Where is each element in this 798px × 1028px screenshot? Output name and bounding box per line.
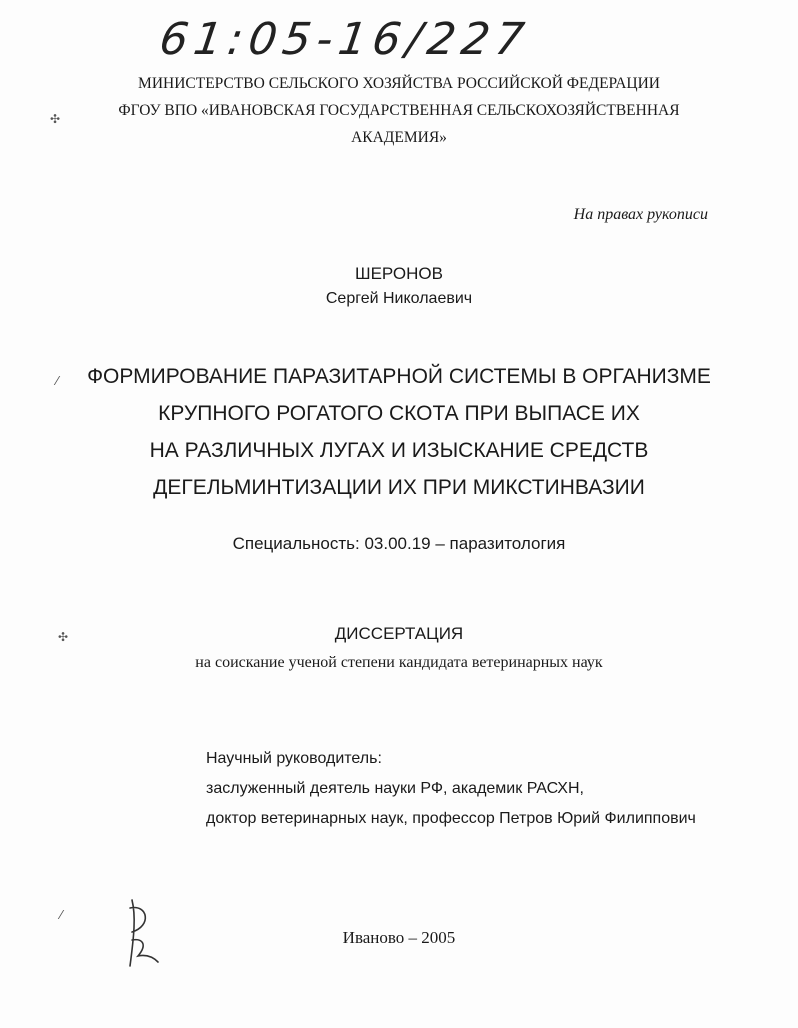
- supervisor-title-line1: заслуженный деятель науки РФ, академик РАСХН,: [206, 780, 584, 797]
- title-line: КРУПНОГО РОГАТОГО СКОТА ПРИ ВЫПАСЕ ИХ: [158, 402, 640, 425]
- ministry-name: МИНИСТЕРСТВО СЕЛЬСКОГО ХОЗЯЙСТВА РОССИЙСКОЙ ФЕДЕРАЦИИ: [138, 75, 660, 92]
- institution-header: [0, 70, 798, 151]
- margin-mark-icon: ⁄: [56, 374, 59, 388]
- margin-mark-icon: ✣: [58, 630, 69, 644]
- signature-icon: [118, 896, 166, 976]
- supervisor-label: Научный руководитель:: [206, 750, 382, 767]
- title-line: ФОРМИРОВАНИЕ ПАРАЗИТАРНОЙ СИСТЕМЫ В ОРГАНИЗМЕ: [87, 365, 711, 388]
- specialty: Специальность: 03.00.19 – паразитология: [232, 534, 566, 553]
- dissertation-subheading: на соискание ученой степени кандидата ветеринарных наук: [195, 654, 603, 671]
- institution-name-line1: ФГОУ ВПО «ИВАНОВСКАЯ ГОСУДАРСТВЕННАЯ СЕЛЬСКОХОЗЯЙСТВЕННАЯ: [118, 102, 680, 119]
- dissertation-title: [0, 358, 798, 506]
- dissertation-heading: ДИССЕРТАЦИЯ: [334, 624, 464, 643]
- margin-mark-icon: ⁄: [60, 908, 63, 922]
- supervisor-title-line2: доктор ветеринарных наук, профессор Петров Юрий Филиппович: [206, 810, 696, 827]
- handwritten-catalog-code: 61:05-16/227: [156, 14, 534, 65]
- author-name: Сергей Николаевич: [325, 290, 473, 307]
- rights-note: На правах рукописи: [573, 206, 708, 223]
- institution-name-line2: АКАДЕМИЯ»: [351, 129, 447, 146]
- margin-mark-icon: ✣: [50, 112, 61, 126]
- title-line: ДЕГЕЛЬМИНТИЗАЦИИ ИХ ПРИ МИКСТИНВАЗИИ: [153, 476, 645, 499]
- author-surname: ШЕРОНОВ: [355, 264, 443, 283]
- supervisor-block: [206, 744, 696, 834]
- title-line: НА РАЗЛИЧНЫХ ЛУГАХ И ИЗЫСКАНИЕ СРЕДСТВ: [149, 439, 649, 462]
- city-year: Иваново – 2005: [342, 928, 456, 947]
